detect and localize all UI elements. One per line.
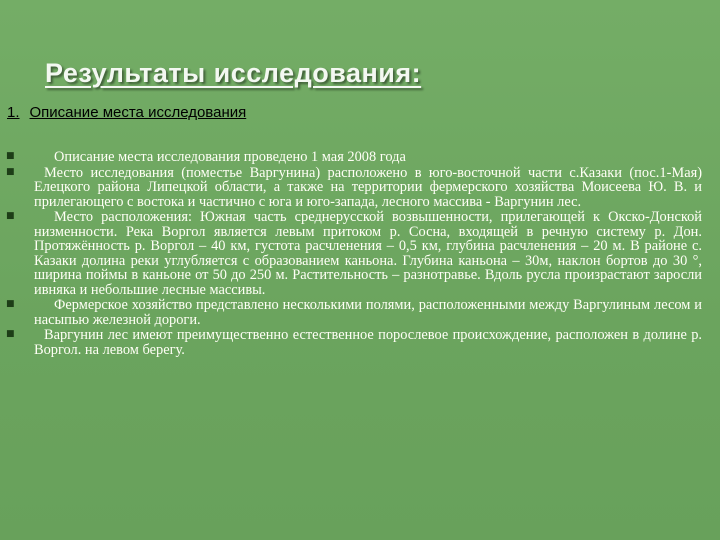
subtitle-text: Описание места исследования [29,104,247,121]
list-item [0,210,712,297]
square-bullet-icon: ■ [6,299,15,309]
list-item [0,150,712,165]
list-item [0,328,712,357]
list-item [0,166,712,210]
bullet-text: Фермерское хозяйство представлено несколькими полями, расположенными между Варгулиным лесом и насыпью железной дороги. [34,297,702,328]
section-subtitle [7,104,246,121]
square-bullet-icon: ■ [6,329,15,339]
square-bullet-icon: ■ [6,211,15,221]
bullet-text: Место исследования (поместье Варгунина) расположено в юго-восточной части с.Казаки (пос.1-Мая) Елецкого района Липецкой области, а также на территории фермерского хозяйства Моисеева Ю. В. и прилегающего с востока и частично с юга и юго-запада, лесного массива - Варгунин лес. [34,164,702,210]
square-bullet-icon: ■ [6,151,15,161]
list-item [0,298,712,327]
bullet-text: Варгунин лес имеют преимущественно естественное порослевое происхождение, расположен в долине р. Воргол. на левом берегу. [34,327,702,358]
slide-title: Результаты исследования: [45,58,422,88]
subtitle-number: 1. [7,104,20,121]
square-bullet-icon: ■ [6,166,15,177]
bullet-list [0,150,712,357]
bullet-text: Место расположения: Южная часть среднерусской возвышенности, прилегающей к Окско-Донской низменности. Река Воргол является левым притоком р. Сосна, входящей в речную систему р. Дон. Протяжённость р. Воргол – 40 км, густота расчленения – 0,5 км, глубина расчленения – 20 м. В районе с. Казаки долина реки углубляется с образованием каньона. Глубина каньона – 30м, наклон бортов до 30 °, ширина поймы в каньоне от 50 до 250 м. Растительность – разнотравье. Вдоль русла произрастают заросли ивняка и небольшие лесные массивы. [34,209,702,298]
bullet-text: Описание места исследования проведено 1 мая 2008 года [54,149,406,165]
